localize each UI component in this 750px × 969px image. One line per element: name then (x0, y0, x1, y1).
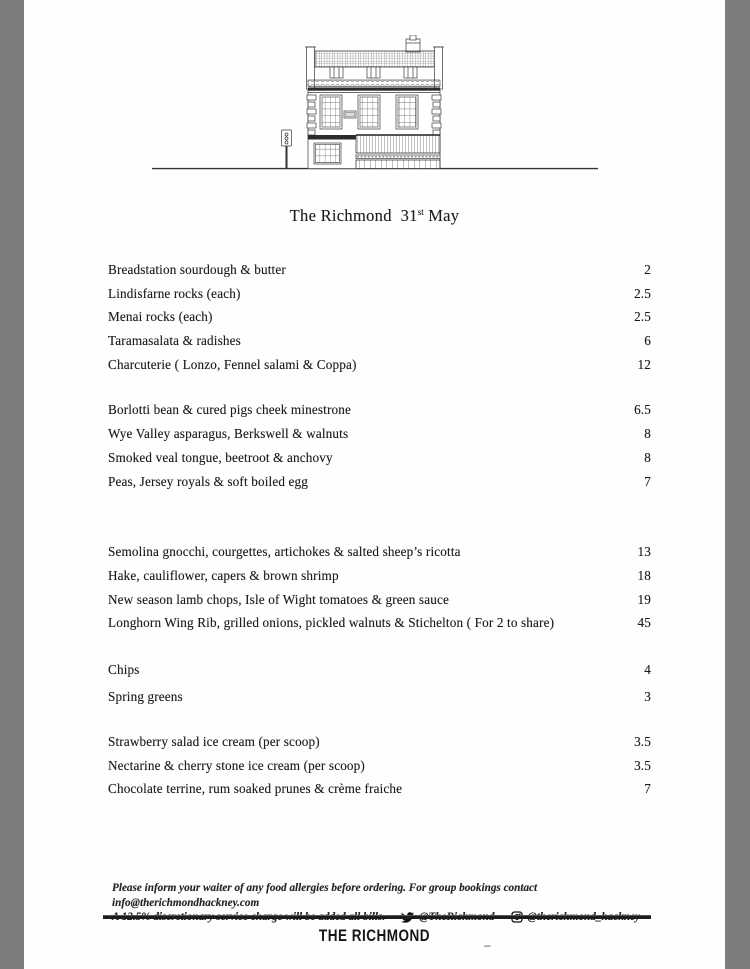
menu-item-price: 8 (644, 449, 651, 465)
menu-item-price: 7 (644, 473, 651, 489)
menu-item (108, 329, 651, 353)
menu-item-price: 18 (637, 567, 651, 583)
menu-date-day: 31 (400, 206, 418, 225)
menu-item-price: 3.5 (634, 757, 651, 773)
menu-item (108, 540, 651, 564)
menu-item (108, 564, 651, 588)
menu-item-name: New season lamb chops, Isle of Wight tomatoes & green sauce (108, 591, 449, 607)
menu-item-name: Hake, cauliflower, capers & brown shrimp (108, 567, 339, 583)
menu-item (108, 470, 651, 494)
menu-item (108, 305, 651, 329)
menu-item-name: Strawberry salad ice cream (per scoop) (108, 733, 320, 749)
menu-item-name: Chips (108, 661, 140, 677)
wall-sign (344, 111, 356, 118)
menu-item-price: 6.5 (634, 402, 651, 418)
menu-item-name: Longhorn Wing Rib, grilled onions, pickled walnuts & Stichelton ( For 2 to share) (108, 615, 555, 631)
menu-item-name: Chocolate terrine, rum soaked prunes & crème fraiche (108, 781, 403, 797)
menu-item (108, 588, 651, 612)
menu-item-name: Wye Valley asparagus, Berkswell & walnuts (108, 426, 349, 442)
menu-section-sides (108, 656, 651, 711)
menu-item-name: Smoked veal tongue, beetroot & anchovy (108, 449, 333, 465)
menu-section-desserts (108, 730, 651, 801)
footer-divider-rule (103, 915, 651, 919)
menu-item (108, 611, 651, 635)
menu-item-price: 19 (637, 591, 651, 607)
menu-item-name: Peas, Jersey royals & soft boiled egg (108, 473, 309, 489)
menu-item-name: Spring greens (108, 689, 183, 705)
menu-item-price: 2.5 (634, 285, 651, 301)
menu-item-price: 45 (637, 615, 651, 631)
menu-section-starters (108, 398, 651, 493)
menu-item-price: 2.5 (634, 309, 651, 325)
menu-paper (24, 0, 725, 969)
menu-item-name: Menai rocks (each) (108, 309, 213, 325)
menu-item-price: 7 (644, 781, 651, 797)
menu-item (108, 282, 651, 306)
menu-item (108, 446, 651, 470)
menu-item (108, 777, 651, 801)
menu-item-price: 6 (644, 333, 651, 349)
menu-item-name: Lindisfarne rocks (each) (108, 285, 241, 301)
menu-item (108, 730, 651, 754)
menu-date-suffix: st (417, 207, 424, 217)
fascia-band (308, 88, 440, 91)
menu-item-price: 8 (644, 426, 651, 442)
corbel-band (308, 80, 440, 87)
menu-item-name: Semolina gnocchi, courgettes, artichokes & salted sheep’s ricotta (108, 544, 461, 560)
menu-item (108, 754, 651, 778)
lamp-post-icon (282, 130, 292, 169)
menu-item (108, 656, 651, 684)
shopfront-shutter (356, 155, 440, 169)
menu-section-snacks (108, 258, 651, 376)
menu-date-month: May (428, 206, 460, 225)
menu-item-price: 4 (644, 661, 651, 677)
restaurant-name: The Richmond (289, 206, 392, 225)
menu-item-price: 12 (637, 356, 651, 372)
first-floor-windows (320, 95, 418, 129)
menu-section-mains (108, 540, 651, 635)
menu-item-name: Taramasalata & radishes (108, 333, 241, 349)
richmond-wordmark-logo: THE RICHMOND (318, 927, 431, 945)
menu-item-name: Breadstation sourdough & butter (108, 262, 286, 277)
menu-title (24, 206, 725, 226)
page-mark: – (484, 938, 491, 952)
allergy-notice: Please inform your waiter of any food allergies before ordering. For group bookings contact info@therichmondhackney.com (112, 882, 538, 909)
chimney (406, 35, 420, 52)
ground-floor-window (314, 143, 341, 164)
pub-building-illustration (150, 35, 600, 175)
awning (356, 135, 440, 153)
menu-item-name: Charcuterie ( Lonzo, Fennel salami & Coppa) (108, 356, 357, 372)
menu-item (108, 683, 651, 711)
menu-item-price: 3 (644, 689, 651, 705)
menu-item (108, 353, 651, 377)
menu-item-price: 13 (637, 544, 651, 560)
menu-item (108, 398, 651, 422)
menu-item-name: Borlotti bean & cured pigs cheek minestrone (108, 402, 352, 418)
menu-list (108, 258, 651, 801)
menu-item-price: 2 (644, 262, 651, 277)
menu-item (108, 422, 651, 446)
menu-item-price: 3.5 (634, 733, 651, 749)
menu-item (108, 258, 651, 282)
menu-item-name: Nectarine & cherry stone ice cream (per scoop) (108, 757, 365, 773)
shopfront-fascia (308, 135, 356, 140)
